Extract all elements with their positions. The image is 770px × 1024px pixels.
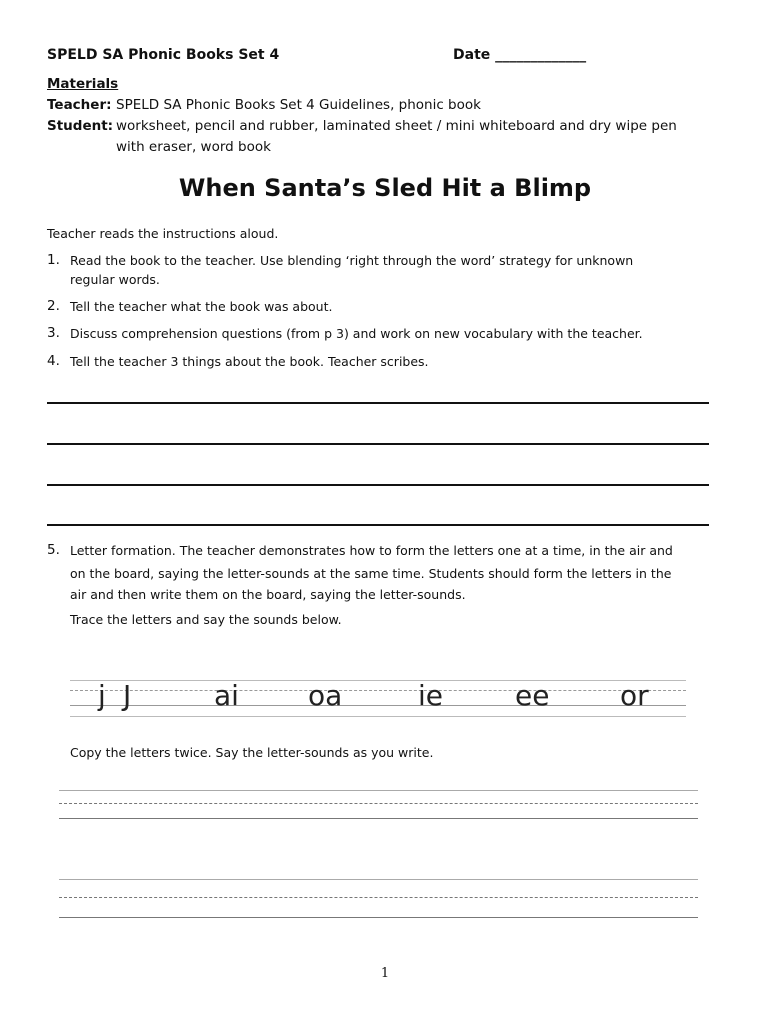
- instruction-text: air and then write them on the board, saying the letter-sounds.: [70, 587, 466, 602]
- trace-letter[interactable]: ai: [214, 679, 239, 712]
- trace-mid-line: [70, 690, 686, 691]
- instruction-text: on the board, saying the letter-sounds at the same time. Students should form the letters in the: [70, 566, 672, 581]
- instruction-number: 1.: [47, 252, 60, 268]
- writing-line[interactable]: [47, 402, 709, 404]
- trace-letter[interactable]: ie: [418, 679, 444, 712]
- student-materials-line1: worksheet, pencil and rubber, laminated sheet / mini whiteboard and dry wipe pen: [116, 118, 677, 134]
- page-number: 1: [380, 966, 390, 981]
- trace-base-line: [70, 705, 686, 706]
- instruction-text: Letter formation. The teacher demonstrates how to form the letters one at a time, in the air and: [70, 543, 673, 558]
- trace-letter[interactable]: j: [98, 679, 106, 712]
- date-field: Date _____________: [453, 47, 587, 63]
- instruction-number: 5.: [47, 542, 60, 558]
- copy-base-line: [59, 818, 698, 819]
- series-title: SPELD SA Phonic Books Set 4: [47, 47, 280, 63]
- materials-heading: Materials: [47, 76, 119, 92]
- teacher-materials: SPELD SA Phonic Books Set 4 Guidelines, phonic book: [116, 97, 481, 113]
- copy-instruction: Copy the letters twice. Say the letter-sounds as you write.: [70, 745, 434, 760]
- student-label: Student:: [47, 118, 114, 134]
- writing-line[interactable]: [47, 524, 709, 526]
- instruction-text: Tell the teacher what the book was about.: [70, 299, 333, 314]
- copy-top-line: [59, 879, 698, 880]
- writing-line[interactable]: [47, 484, 709, 486]
- instruction-number: 4.: [47, 353, 60, 369]
- instruction-text: Tell the teacher 3 things about the book. Teacher scribes.: [70, 354, 429, 369]
- instruction-text: regular words.: [70, 272, 160, 287]
- trace-instruction: Trace the letters and say the sounds below.: [70, 612, 342, 627]
- trace-letter[interactable]: oa: [308, 679, 343, 712]
- student-materials-line2: with eraser, word book: [116, 139, 271, 155]
- trace-letter[interactable]: J: [123, 679, 132, 712]
- page-title: When Santa’s Sled Hit a Blimp: [178, 174, 592, 202]
- trace-letter[interactable]: or: [620, 679, 649, 712]
- copy-base-line: [59, 917, 698, 918]
- copy-mid-line: [59, 897, 698, 898]
- instruction-number: 3.: [47, 325, 60, 341]
- writing-line[interactable]: [47, 443, 709, 445]
- teacher-label: Teacher:: [47, 97, 112, 113]
- instruction-text: Read the book to the teacher. Use blending ‘right through the word’ strategy for unknown: [70, 253, 634, 268]
- copy-top-line: [59, 790, 698, 791]
- copy-mid-line: [59, 803, 698, 804]
- intro-text: Teacher reads the instructions aloud.: [47, 226, 279, 241]
- instruction-text: Discuss comprehension questions (from p 3) and work on new vocabulary with the teacher.: [70, 326, 643, 341]
- trace-bottom-line: [70, 716, 686, 717]
- instruction-number: 2.: [47, 298, 60, 314]
- trace-top-line: [70, 680, 686, 681]
- trace-letter[interactable]: ee: [515, 679, 550, 712]
